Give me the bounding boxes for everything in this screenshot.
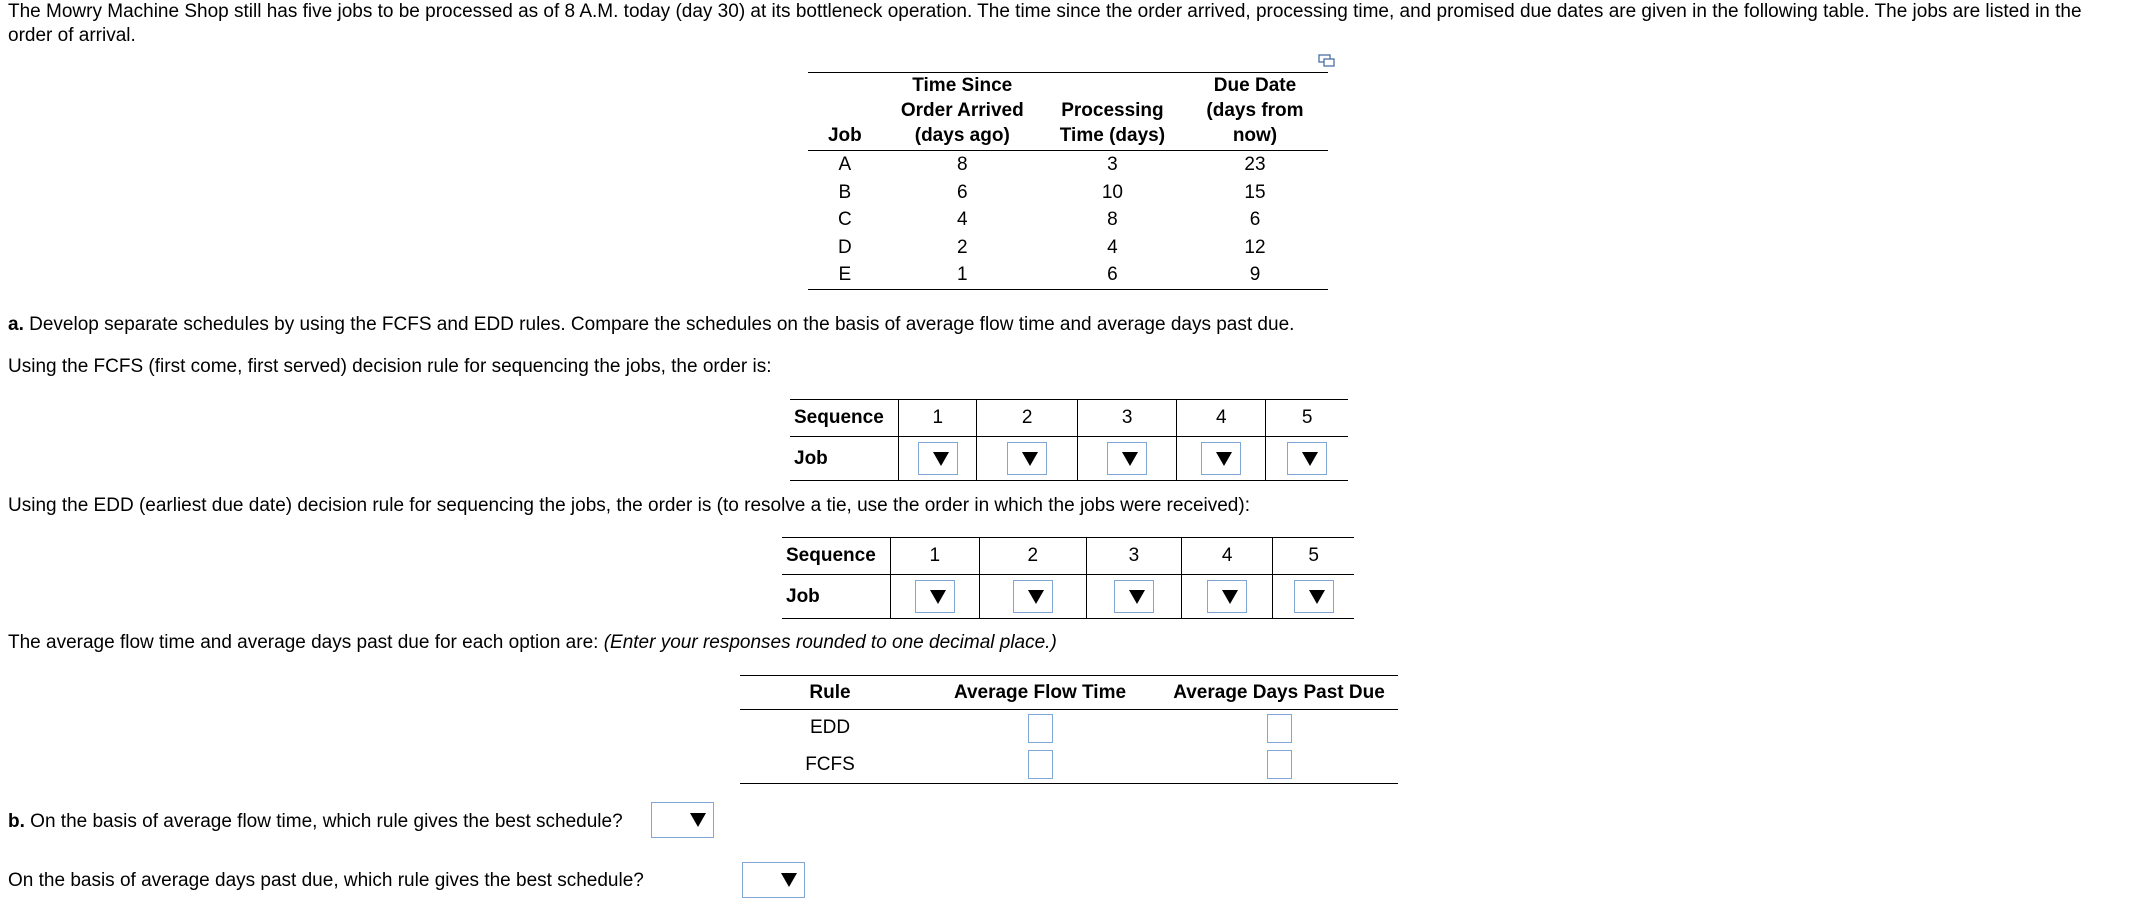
- fcfs-instructions: Using the FCFS (first come, first served) decision rule for sequencing the jobs, the order is:: [8, 356, 772, 377]
- edd-job-4-dropdown[interactable]: [1207, 580, 1247, 613]
- dropdown-arrow-icon: [1022, 452, 1038, 466]
- job-label: Job: [794, 447, 828, 469]
- col-header-processing: Processing Time (days): [1059, 100, 1166, 146]
- table-row: [808, 151, 1328, 179]
- job-id: C: [837, 209, 852, 230]
- due-date: 6: [1249, 209, 1261, 230]
- sequence-position: 1: [899, 400, 977, 437]
- edd-sequence-table: [782, 537, 1354, 619]
- time-since: 4: [956, 209, 968, 230]
- sequence-position: 4: [1177, 400, 1266, 437]
- copy-table-icon[interactable]: [1318, 54, 1335, 67]
- dropdown-arrow-icon: [1309, 590, 1325, 604]
- table-row: [808, 261, 1328, 289]
- table-row: [808, 179, 1328, 207]
- table-row: [808, 206, 1328, 234]
- col-header-due-date: Due Date (days from now): [1206, 75, 1304, 146]
- dropdown-arrow-icon: [933, 452, 949, 466]
- job-id: B: [838, 181, 852, 203]
- part-b-question-1: b. On the basis of average flow time, which rule gives the best schedule?: [8, 811, 623, 832]
- fcfs-job-5-dropdown[interactable]: [1287, 442, 1327, 475]
- sequence-label: Sequence: [786, 545, 876, 566]
- edd-job-5-dropdown[interactable]: [1294, 580, 1334, 613]
- col-header-time-since: Time Since Order Arrived (days ago): [900, 75, 1024, 146]
- sequence-position: 4: [1181, 538, 1272, 575]
- table-row: [740, 710, 1398, 747]
- edd-job-1-dropdown[interactable]: [915, 580, 955, 613]
- dropdown-arrow-icon: [781, 873, 797, 887]
- sequence-label: Sequence: [794, 407, 884, 428]
- due-date: 9: [1249, 264, 1261, 285]
- processing-time: 4: [1107, 236, 1118, 258]
- dropdown-arrow-icon: [1216, 452, 1232, 466]
- sequence-position: 2: [977, 400, 1078, 437]
- dropdown-arrow-icon: [1302, 452, 1318, 466]
- best-flow-rule-dropdown[interactable]: [651, 802, 714, 838]
- job-id: E: [838, 264, 852, 285]
- dropdown-arrow-icon: [1129, 590, 1145, 604]
- sequence-position: 5: [1266, 400, 1348, 437]
- table-row: [808, 234, 1328, 262]
- edd-instructions: Using the EDD (earliest due date) decision rule for sequencing the jobs, the order is (to resolve a tie, use the order in which the jobs were received):: [8, 495, 1250, 516]
- fcfs-job-2-dropdown[interactable]: [1007, 442, 1047, 475]
- edd-avg-flow-input[interactable]: [1028, 714, 1053, 743]
- job-id: A: [838, 154, 852, 175]
- fcfs-job-4-dropdown[interactable]: [1201, 442, 1241, 475]
- time-since: 8: [956, 154, 968, 175]
- dropdown-arrow-icon: [1122, 452, 1138, 466]
- edd-avg-past-due-input[interactable]: [1267, 714, 1292, 743]
- sequence-position: 5: [1273, 538, 1354, 575]
- processing-time: 3: [1107, 154, 1118, 175]
- fcfs-avg-past-due-input[interactable]: [1267, 750, 1292, 779]
- rule-name: FCFS: [805, 753, 855, 775]
- fcfs-job-3-dropdown[interactable]: [1107, 442, 1147, 475]
- col-header-avg-flow: Average Flow Time: [953, 681, 1127, 703]
- average-instructions: The average flow time and average days past due for each option are: (Enter your responses rounded to one decimal place.): [8, 632, 1057, 653]
- edd-job-3-dropdown[interactable]: [1114, 580, 1154, 613]
- col-header-job: Job: [827, 125, 862, 146]
- due-date: 15: [1244, 181, 1266, 203]
- jobs-data-table: [808, 72, 1328, 290]
- sequence-position: 3: [1086, 538, 1181, 575]
- job-id: D: [837, 236, 852, 258]
- dropdown-arrow-icon: [930, 590, 946, 604]
- col-header-rule: Rule: [809, 681, 851, 703]
- problem-intro: The Mowry Machine Shop still has five jobs to be processed as of 8 A.M. today (day 30) at its bottleneck operation. The time since the order arrived, processing time, and promised due dates are given in the following table. The jobs are listed in the order of arrival.: [8, 1, 2082, 46]
- processing-time: 6: [1107, 264, 1118, 285]
- sequence-position: 2: [979, 538, 1086, 575]
- results-table: [740, 675, 1398, 784]
- dropdown-arrow-icon: [1028, 590, 1044, 604]
- processing-time: 10: [1101, 181, 1123, 203]
- best-past-due-rule-dropdown[interactable]: [742, 862, 805, 898]
- processing-time: 8: [1107, 209, 1118, 230]
- part-b-question-2: On the basis of average days past due, which rule gives the best schedule?: [8, 870, 644, 891]
- due-date: 12: [1244, 236, 1266, 258]
- fcfs-job-1-dropdown[interactable]: [918, 442, 958, 475]
- sequence-position: 1: [890, 538, 979, 575]
- due-date: 23: [1244, 154, 1266, 175]
- time-since: 2: [956, 236, 968, 258]
- fcfs-avg-flow-input[interactable]: [1028, 750, 1053, 779]
- job-label: Job: [786, 585, 820, 607]
- dropdown-arrow-icon: [1222, 590, 1238, 604]
- part-a-question: a. Develop separate schedules by using the FCFS and EDD rules. Compare the schedules on the basis of average flow time and average days past due.: [8, 314, 1295, 335]
- table-row: [740, 746, 1398, 784]
- sequence-position: 3: [1078, 400, 1177, 437]
- dropdown-arrow-icon: [690, 813, 706, 827]
- time-since: 1: [956, 264, 968, 285]
- time-since: 6: [956, 181, 968, 203]
- rule-name: EDD: [809, 717, 851, 738]
- fcfs-sequence-table: [790, 399, 1348, 481]
- edd-job-2-dropdown[interactable]: [1013, 580, 1053, 613]
- col-header-avg-past-due: Average Days Past Due: [1173, 681, 1385, 703]
